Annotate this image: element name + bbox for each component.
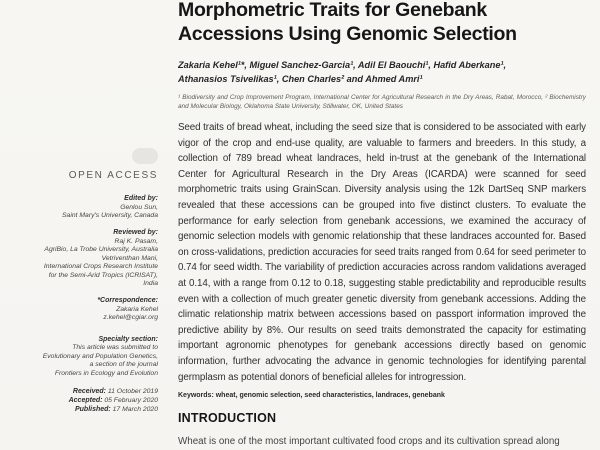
abstract-text: Seed traits of bread wheat, including the seed size that is considered to be associated with early vigor of the crop and end-use quality, are valuable to farmers and breeders. In this study, a collection of 789 bread wheat landraces, held in-trust at the genebank of the International Center for Agricultural Research in the Dry Areas (ICARDA) were scanned for seed morphometric traits using GrainScan. Diversity analysis using the 12k DartSeq SNP markers revealed that these accessions can be grouped into five distinct clusters. To evaluate the performance for early selection from genebank accessions, we examined the accuracy of genomic selection models with genomic relationship that these landraces accounted for. Based on cross-validations, prediction accuracies for seed traits ranged from 0.64 for seed perimeter to 0.74 for seed width. The variability of prediction accuracies across random validations averaged at 0.14, with a range from 0.12 to 0.18, suggesting stable predictability and reproducible results even with a collection of much greater genetic diversity from genebank accessions. Adding the climatic relationship matrix between accessions based on passport information improved the predictive ability by 8%. Our results on seed traits demonstrated the capacity for estimating important agronomic phenotypes for genebank accessions directly based on genomic information, further advocating the advance in genomic technologies for identifying parental germplasm as potential donors of beneficial alleles for introgression.	[178, 122, 586, 383]
reviewer-name: Raj K. Pasam,	[114, 238, 158, 245]
article-title-line1: Morphometric Traits for Genebank	[178, 0, 487, 21]
published-value: 17 March 2020	[112, 406, 158, 414]
editor-name: Genlou Sun,	[120, 203, 158, 211]
edited-by-label: Edited by:	[124, 195, 158, 202]
reviewer-affiliation: International Crops Research Institute	[43, 263, 158, 271]
published-label: Published:	[74, 406, 111, 414]
received-label: Received:	[72, 388, 106, 396]
received-date	[0, 387, 158, 396]
open-access-icon	[132, 148, 158, 164]
reviewed-by-label: Reviewed by:	[113, 229, 158, 237]
journal-name: Frontiers in Ecology and Evolution	[54, 369, 158, 377]
article-main-column	[178, 0, 586, 450]
affiliations: ¹ Biodiversity and Crop Improvement Program, International Center for Agricultural Research in the Dry Areas, Rabat, Morocco, ² Biochemistry and Molecular Biology, Oklahoma State University, Stillwater, OK, United States	[178, 94, 586, 110]
editor-affiliation: Saint Mary's University, Canada	[62, 212, 158, 219]
correspondence-name: Zakaria Kehel	[116, 306, 158, 314]
specialty-line: Evolutionary and Population Genetics,	[42, 352, 158, 360]
open-access-label: OPEN ACCESS	[68, 170, 158, 181]
accepted-label: Accepted:	[68, 397, 103, 405]
reviewed-by-section	[0, 229, 158, 288]
author-list-line1: Zakaria Kehel¹*, Miguel Sanchez-Garcia¹, Adil El Baouchi¹, Hafid Aberkane¹,	[178, 60, 507, 70]
specialty-section	[0, 336, 158, 378]
edited-by-section	[0, 195, 158, 220]
keywords-line: Keywords: wheat, genomic selection, seed characteristics, landraces, genebank	[178, 392, 445, 400]
author-list	[178, 59, 586, 86]
specialty-label: Specialty section:	[98, 335, 158, 343]
received-value: 11 October 2019	[107, 388, 158, 396]
correspondence-email-link[interactable]: z.kehel@cgiar.org	[103, 314, 158, 322]
published-date	[0, 405, 158, 414]
accepted-value: 05 February 2020	[104, 397, 158, 405]
author-list-line2: Athanasios Tsivelikas¹, Chen Charles² and Ahmed Amri¹	[178, 73, 423, 84]
correspondence-label: *Correspondence:	[97, 297, 158, 305]
reviewer-affiliation: India	[143, 280, 158, 288]
specialty-line: a section of the journal	[89, 361, 158, 369]
correspondence-section	[0, 297, 158, 322]
history-dates-section	[0, 387, 158, 414]
accepted-date	[0, 396, 158, 405]
article-meta-sidebar	[0, 148, 168, 423]
reviewer-affiliation: AgriBio, La Trobe University, Australia	[44, 246, 158, 254]
reviewer-affiliation: for the Semi-Arid Tropics (ICRISAT),	[48, 271, 158, 279]
article-title	[178, 0, 586, 46]
specialty-line: This article was submitted to	[72, 344, 158, 352]
introduction-first-line: Wheat is one of the most important cultivated food crops and its cultivation spread along	[178, 436, 560, 448]
introduction-heading: INTRODUCTION	[178, 411, 277, 426]
reviewer-name: Vetriventhan Mani,	[101, 254, 158, 262]
article-title-line2: Accessions Using Genomic Selection	[178, 22, 517, 45]
